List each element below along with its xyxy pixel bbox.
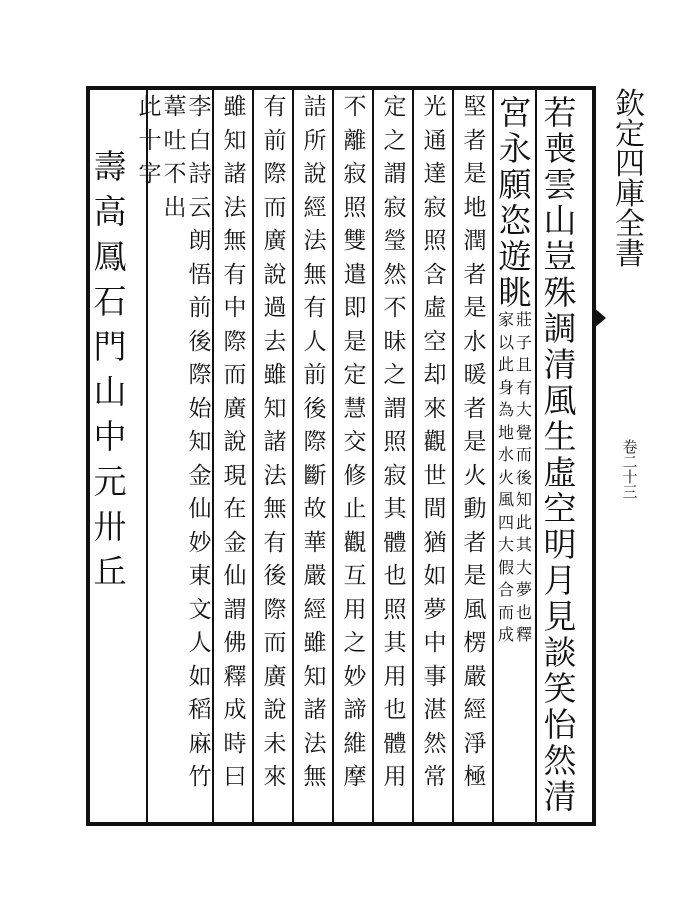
glyph: 且	[516, 355, 533, 374]
glyph: 全	[615, 207, 645, 242]
glyph: 佛	[223, 630, 247, 656]
column-text	[304, 96, 327, 800]
glyph: 而	[223, 362, 247, 388]
column-text	[344, 96, 367, 800]
glyph: 間	[423, 496, 447, 522]
glyph: 世	[423, 462, 447, 489]
glyph: 釋	[223, 663, 247, 690]
glyph: 之	[383, 127, 407, 154]
glyph: 寂	[423, 194, 447, 221]
glyph: 虛	[423, 295, 447, 321]
glyph: 卅	[93, 507, 127, 546]
glyph: 遣	[343, 261, 367, 288]
glyph: 定	[615, 117, 645, 152]
glyph: 法	[303, 730, 327, 757]
glyph: 知	[263, 395, 287, 422]
glyph: 家	[497, 310, 514, 329]
glyph: 互	[343, 563, 367, 589]
column-text	[264, 96, 287, 800]
glyph: 照	[383, 596, 407, 623]
glyph: 覺	[516, 422, 533, 442]
glyph: 通	[423, 127, 447, 154]
glyph: 止	[343, 496, 367, 522]
glyph: 吐	[163, 127, 187, 154]
glyph: 以	[497, 332, 514, 352]
glyph: 寂	[343, 161, 367, 187]
glyph: 卷	[622, 438, 638, 456]
glyph: 知	[223, 127, 247, 154]
glyph: 暖	[463, 362, 487, 388]
text-column	[132, 96, 168, 197]
glyph: 觀	[343, 529, 367, 556]
column-rule	[535, 88, 537, 824]
glyph: 願	[498, 165, 532, 204]
annotation-double-column	[498, 312, 532, 650]
glyph: 身	[497, 377, 514, 397]
glyph: 書	[615, 237, 645, 272]
glyph: 朗	[188, 228, 212, 254]
glyph: 其	[383, 496, 407, 522]
glyph: 風	[543, 381, 577, 420]
glyph: 去	[263, 328, 287, 355]
glyph: 也	[516, 602, 533, 622]
glyph: 東	[188, 563, 212, 589]
glyph: 即	[343, 295, 367, 321]
glyph: 人	[188, 630, 212, 656]
glyph: 然	[383, 261, 407, 288]
glyph: 無	[303, 764, 327, 790]
glyph: 詩	[188, 161, 212, 187]
glyph: 瑩	[383, 228, 407, 254]
glyph: 月	[543, 561, 577, 600]
glyph: 大	[497, 535, 514, 554]
glyph: 用	[383, 663, 407, 690]
glyph: 說	[263, 261, 287, 288]
glyph: 際	[263, 161, 287, 187]
glyph: 法	[223, 194, 247, 221]
glyph: 四	[615, 147, 645, 182]
glyph: 際	[223, 328, 247, 355]
glyph: 是	[463, 563, 487, 589]
glyph: 却	[423, 362, 447, 388]
glyph: 廣	[223, 395, 247, 422]
glyph: 法	[303, 228, 327, 254]
glyph: 謂	[383, 161, 407, 187]
glyph: 怡	[543, 705, 577, 744]
glyph: 高	[93, 192, 127, 231]
glyph: 妙	[188, 529, 212, 556]
annotation-subcolumn	[516, 312, 532, 650]
glyph: 宮	[498, 93, 532, 132]
glyph: 之	[383, 362, 407, 388]
glyph: 山	[543, 201, 577, 240]
glyph: 是	[463, 161, 487, 187]
glyph: 然	[423, 730, 447, 757]
glyph: 調	[543, 309, 577, 348]
column-text	[543, 93, 577, 816]
glyph: 知	[303, 663, 327, 690]
glyph: 風	[497, 490, 514, 509]
text-column	[92, 147, 128, 600]
glyph: 後	[188, 328, 212, 355]
text-column	[337, 96, 373, 800]
glyph: 仙	[188, 496, 212, 522]
glyph: 故	[303, 496, 327, 522]
book-title	[615, 87, 645, 272]
glyph: 風	[463, 596, 487, 623]
glyph: 過	[263, 295, 287, 321]
glyph: 事	[423, 663, 447, 690]
glyph: 廣	[263, 663, 287, 690]
glyph: 昧	[383, 328, 407, 355]
glyph: 含	[423, 261, 447, 288]
glyph: 釋	[516, 625, 533, 644]
glyph: 出	[163, 194, 187, 221]
glyph: 未	[263, 730, 287, 757]
glyph: 交	[343, 429, 367, 455]
glyph: 地	[497, 422, 514, 442]
glyph: 成	[497, 625, 514, 644]
glyph: 時	[223, 730, 247, 757]
glyph: 潤	[463, 228, 487, 254]
glyph: 假	[497, 557, 514, 577]
glyph: 虛	[543, 453, 577, 492]
glyph: 雲	[543, 165, 577, 204]
glyph: 十	[138, 127, 162, 154]
glyph: 不	[343, 94, 367, 120]
annotation-subcolumn	[498, 312, 514, 650]
glyph: 說	[223, 429, 247, 455]
glyph: 如	[188, 663, 212, 690]
glyph: 雖	[263, 362, 287, 388]
glyph: 不	[163, 161, 187, 187]
glyph: 後	[303, 395, 327, 422]
glyph: 說	[303, 161, 327, 187]
glyph: 斷	[303, 462, 327, 489]
glyph: 生	[543, 417, 577, 456]
glyph: 莊	[516, 310, 533, 329]
glyph: 際	[263, 596, 287, 623]
glyph: 有	[263, 529, 287, 556]
glyph: 法	[263, 462, 287, 489]
glyph: 前	[263, 127, 287, 154]
glyph: 稻	[188, 697, 212, 723]
glyph: 堅	[463, 94, 487, 120]
glyph: 而	[263, 630, 287, 656]
glyph: 無	[263, 496, 287, 522]
glyph: 是	[463, 295, 487, 321]
glyph: 悟	[188, 261, 212, 288]
glyph: 定	[383, 94, 407, 120]
text-column	[457, 96, 493, 800]
glyph: 後	[263, 563, 287, 589]
glyph: 淨	[463, 730, 487, 757]
glyph: 而	[497, 602, 514, 622]
glyph: 華	[303, 529, 327, 556]
glyph: 中	[423, 630, 447, 656]
glyph: 白	[188, 127, 212, 154]
glyph: 之	[343, 630, 367, 656]
margin-header	[600, 87, 660, 501]
glyph: 石	[93, 282, 127, 321]
glyph: 常	[423, 764, 447, 790]
glyph: 達	[423, 161, 447, 187]
glyph: 火	[463, 462, 487, 489]
glyph: 無	[223, 228, 247, 254]
glyph: 夢	[516, 580, 533, 599]
glyph: 欽	[615, 87, 645, 122]
glyph: 照	[343, 194, 367, 221]
glyph: 現	[223, 462, 247, 489]
glyph: 成	[223, 697, 247, 723]
glyph: 有	[223, 261, 247, 288]
glyph: 楞	[463, 630, 487, 656]
glyph: 者	[463, 127, 487, 154]
glyph: 火	[497, 467, 514, 487]
glyph: 不	[383, 295, 407, 321]
glyph: 寂	[383, 462, 407, 489]
text-column	[417, 96, 453, 800]
glyph: 然	[543, 741, 577, 780]
glyph: 遊	[498, 237, 532, 276]
glyph: 有	[263, 94, 287, 120]
glyph: 金	[188, 462, 212, 489]
glyph: 二	[622, 453, 638, 471]
glyph: 談	[543, 633, 577, 672]
glyph: 四	[497, 512, 514, 532]
glyph: 若	[543, 93, 577, 132]
glyph: 也	[383, 563, 407, 589]
glyph: 云	[188, 194, 212, 221]
glyph: 諸	[263, 429, 287, 455]
glyph: 際	[303, 429, 327, 455]
glyph: 也	[383, 697, 407, 723]
glyph: 笑	[543, 669, 577, 708]
glyph: 人	[303, 328, 327, 355]
glyph: 摩	[343, 764, 367, 790]
glyph: 喪	[543, 129, 577, 168]
glyph: 葦	[163, 94, 187, 120]
glyph: 廣	[263, 228, 287, 254]
column-text	[93, 147, 127, 600]
glyph: 體	[383, 730, 407, 757]
glyph: 清	[543, 777, 577, 816]
glyph: 此	[497, 355, 514, 374]
text-column	[297, 96, 333, 800]
glyph: 妙	[343, 663, 367, 690]
glyph: 無	[303, 261, 327, 288]
column-text	[498, 93, 532, 312]
glyph: 後	[516, 467, 533, 487]
glyph: 極	[463, 764, 487, 790]
text-column	[542, 93, 578, 816]
glyph: 其	[516, 535, 533, 554]
glyph: 中	[223, 295, 247, 321]
glyph: 用	[383, 764, 407, 790]
glyph: 知	[188, 429, 212, 455]
glyph: 維	[343, 730, 367, 757]
glyph: 中	[93, 417, 127, 456]
glyph: 雖	[303, 630, 327, 656]
glyph: 動	[463, 496, 487, 522]
glyph: 諦	[343, 697, 367, 723]
glyph: 有	[303, 295, 327, 321]
glyph: 在	[223, 496, 247, 522]
column-text	[224, 96, 247, 800]
glyph: 鳳	[93, 237, 127, 276]
glyph: 前	[303, 362, 327, 388]
glyph: 此	[138, 94, 162, 120]
glyph: 用	[343, 596, 367, 623]
glyph: 大	[516, 557, 533, 577]
glyph: 仙	[223, 563, 247, 589]
text-column	[497, 93, 533, 650]
glyph: 始	[188, 395, 212, 422]
glyph: 諸	[223, 161, 247, 187]
glyph: 李	[188, 94, 212, 120]
text-column	[217, 96, 253, 800]
glyph: 來	[263, 764, 287, 790]
glyph: 經	[303, 194, 327, 221]
glyph: 詰	[303, 94, 327, 120]
glyph: 子	[516, 332, 533, 352]
glyph: 照	[383, 429, 407, 455]
glyph: 如	[423, 563, 447, 589]
glyph: 門	[93, 327, 127, 366]
glyph: 豈	[543, 237, 577, 276]
glyph: 嚴	[303, 563, 327, 589]
volume-label	[622, 440, 637, 500]
glyph: 空	[543, 489, 577, 528]
glyph: 所	[303, 127, 327, 154]
glyph: 水	[497, 445, 514, 464]
glyph: 經	[463, 697, 487, 723]
glyph: 丘	[93, 552, 127, 591]
glyph: 清	[543, 345, 577, 384]
glyph: 猶	[423, 529, 447, 556]
glyph: 說	[263, 697, 287, 723]
glyph: 明	[543, 525, 577, 564]
glyph: 照	[423, 228, 447, 254]
glyph: 光	[423, 94, 447, 120]
glyph: 其	[383, 630, 407, 656]
text-column	[257, 96, 293, 800]
glyph: 金	[223, 529, 247, 556]
glyph: 寂	[383, 194, 407, 221]
glyph: 元	[93, 462, 127, 501]
glyph: 庫	[615, 177, 645, 212]
glyph: 者	[463, 395, 487, 422]
glyph: 謂	[383, 395, 407, 422]
glyph: 觀	[423, 429, 447, 455]
column-text	[139, 96, 162, 197]
glyph: 竹	[188, 764, 212, 790]
glyph: 而	[516, 445, 533, 464]
glyph: 修	[343, 462, 367, 489]
glyph: 空	[423, 328, 447, 355]
column-rule	[146, 88, 148, 824]
glyph: 大	[516, 400, 533, 419]
glyph: 山	[93, 372, 127, 411]
glyph: 者	[463, 261, 487, 288]
glyph: 諸	[303, 697, 327, 723]
column-text	[424, 96, 447, 800]
glyph: 是	[343, 328, 367, 355]
text-column	[377, 96, 413, 800]
glyph: 來	[423, 395, 447, 422]
glyph: 而	[263, 194, 287, 221]
glyph: 體	[383, 529, 407, 556]
glyph: 壽	[93, 147, 127, 186]
glyph: 為	[497, 400, 514, 419]
glyph: 字	[138, 161, 162, 187]
glyph: 雙	[343, 228, 367, 254]
glyph: 經	[303, 596, 327, 623]
glyph: 夢	[423, 596, 447, 623]
glyph: 離	[343, 127, 367, 154]
glyph: 知	[516, 490, 533, 509]
glyph: 前	[188, 295, 212, 321]
glyph: 三	[622, 483, 638, 501]
glyph: 嚴	[463, 663, 487, 690]
glyph: 者	[463, 529, 487, 556]
glyph: 麻	[188, 730, 212, 757]
glyph: 見	[543, 597, 577, 636]
glyph: 合	[497, 580, 514, 599]
glyph: 有	[516, 377, 533, 397]
glyph: 湛	[423, 697, 447, 723]
glyph: 地	[463, 194, 487, 221]
glyph: 水	[463, 328, 487, 355]
glyph: 際	[188, 362, 212, 388]
column-text	[384, 96, 407, 800]
glyph: 此	[516, 512, 533, 532]
glyph: 眺	[498, 273, 532, 312]
glyph: 十	[622, 468, 638, 486]
glyph: 殊	[543, 273, 577, 312]
glyph: 雖	[223, 94, 247, 120]
glyph: 曰	[223, 764, 247, 790]
glyph: 文	[188, 596, 212, 623]
glyph: 永	[498, 129, 532, 168]
glyph: 慧	[343, 395, 367, 422]
column-text	[464, 96, 487, 800]
glyph: 謂	[223, 596, 247, 623]
glyph: 是	[463, 429, 487, 455]
glyph: 恣	[498, 201, 532, 240]
glyph: 定	[343, 362, 367, 388]
